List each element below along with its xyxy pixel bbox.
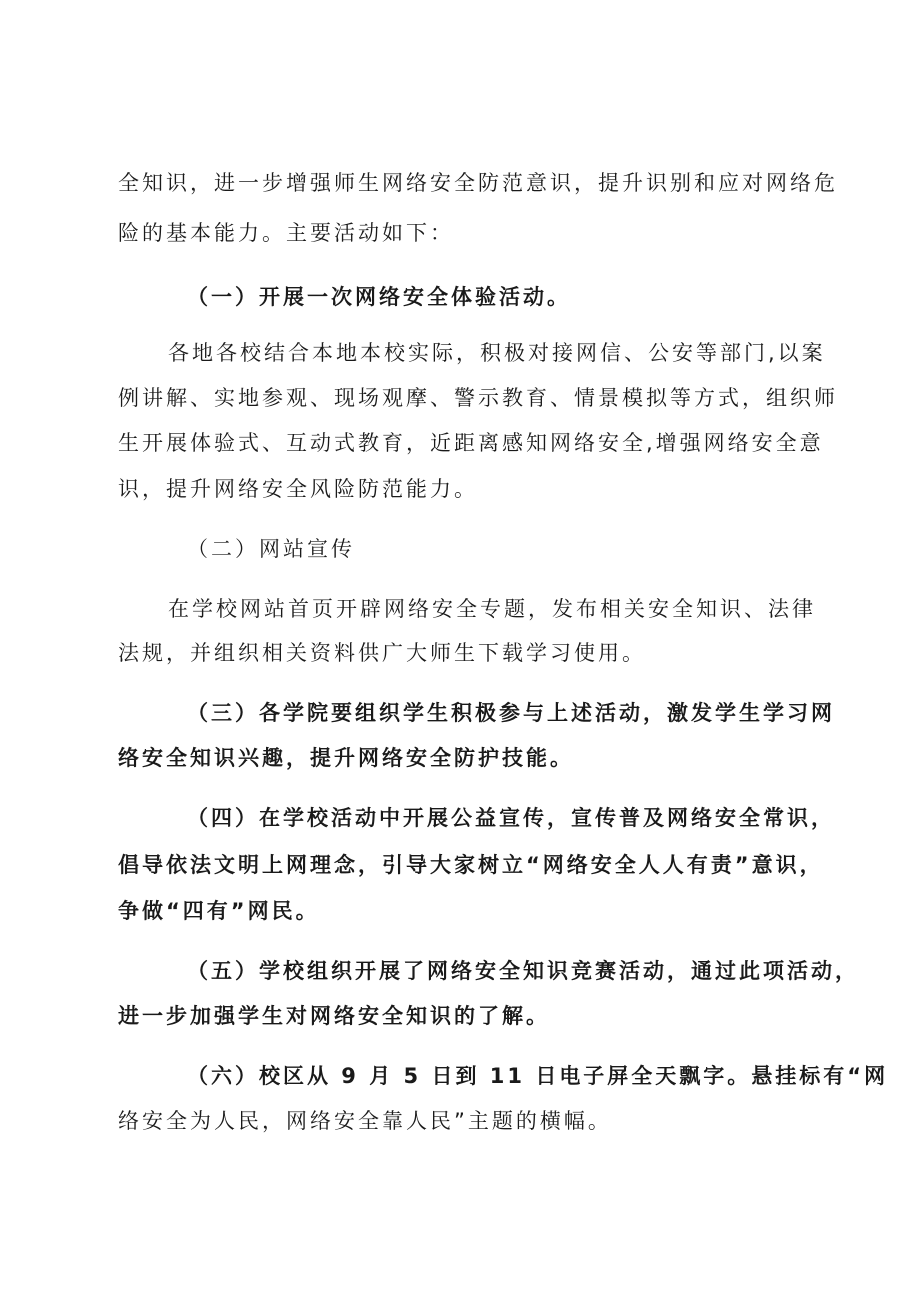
body-line: 各地各校结合本地本校实际，积极对接网信、公安等部门,以案	[168, 341, 826, 365]
section-heading-1: （一）开展一次网络安全体验活动。	[187, 285, 571, 309]
section-5-line: （五）学校组织开展了网络安全知识竞赛活动，通过此项活动，	[187, 959, 859, 983]
section-6-line: （六）校区从 9 月 5 日到 11 日电子屏全天飘字。悬挂标有“网	[187, 1064, 889, 1088]
section-4-line: 倡导依法文明上网理念，引导大家树立“网络安全人人有责”意识，	[118, 853, 824, 877]
body-line: 在学校网站首页开辟网络安全专题，发布相关安全知识、法律	[168, 597, 816, 621]
body-line: 生开展体验式、互动式教育，近距离感知网络安全,增强网络安全意	[118, 431, 824, 455]
body-line: 识，提升网络安全风险防范能力。	[118, 477, 478, 501]
body-line: 全知识，进一步增强师生网络安全防范意识，提升识别和应对网络危	[118, 171, 838, 195]
section-3-line: （三）各学院要组织学生积极参与上述活动，激发学生学习网	[187, 701, 835, 725]
section-5-line: 进一步加强学生对网络安全知识的了解。	[118, 1004, 550, 1028]
section-3-line: 络安全知识兴趣，提升网络安全防护技能。	[118, 746, 574, 770]
body-line: 法规，并组织相关资料供广大师生下载学习使用。	[118, 641, 646, 665]
section-4-line: （四）在学校活动中开展公益宣传，宣传普及网络安全常识，	[187, 806, 835, 830]
body-line: 例讲解、实地参观、现场观摩、警示教育、情景模拟等方式，组织师	[118, 386, 838, 410]
section-6-line: 络安全为人民，网络安全靠人民”主题的横幅。	[118, 1109, 612, 1133]
section-heading-2: （二）网站宣传	[187, 537, 355, 561]
body-line: 险的基本能力。主要活动如下：	[118, 221, 454, 245]
section-4-line: 争做“四有”网民。	[118, 899, 320, 923]
